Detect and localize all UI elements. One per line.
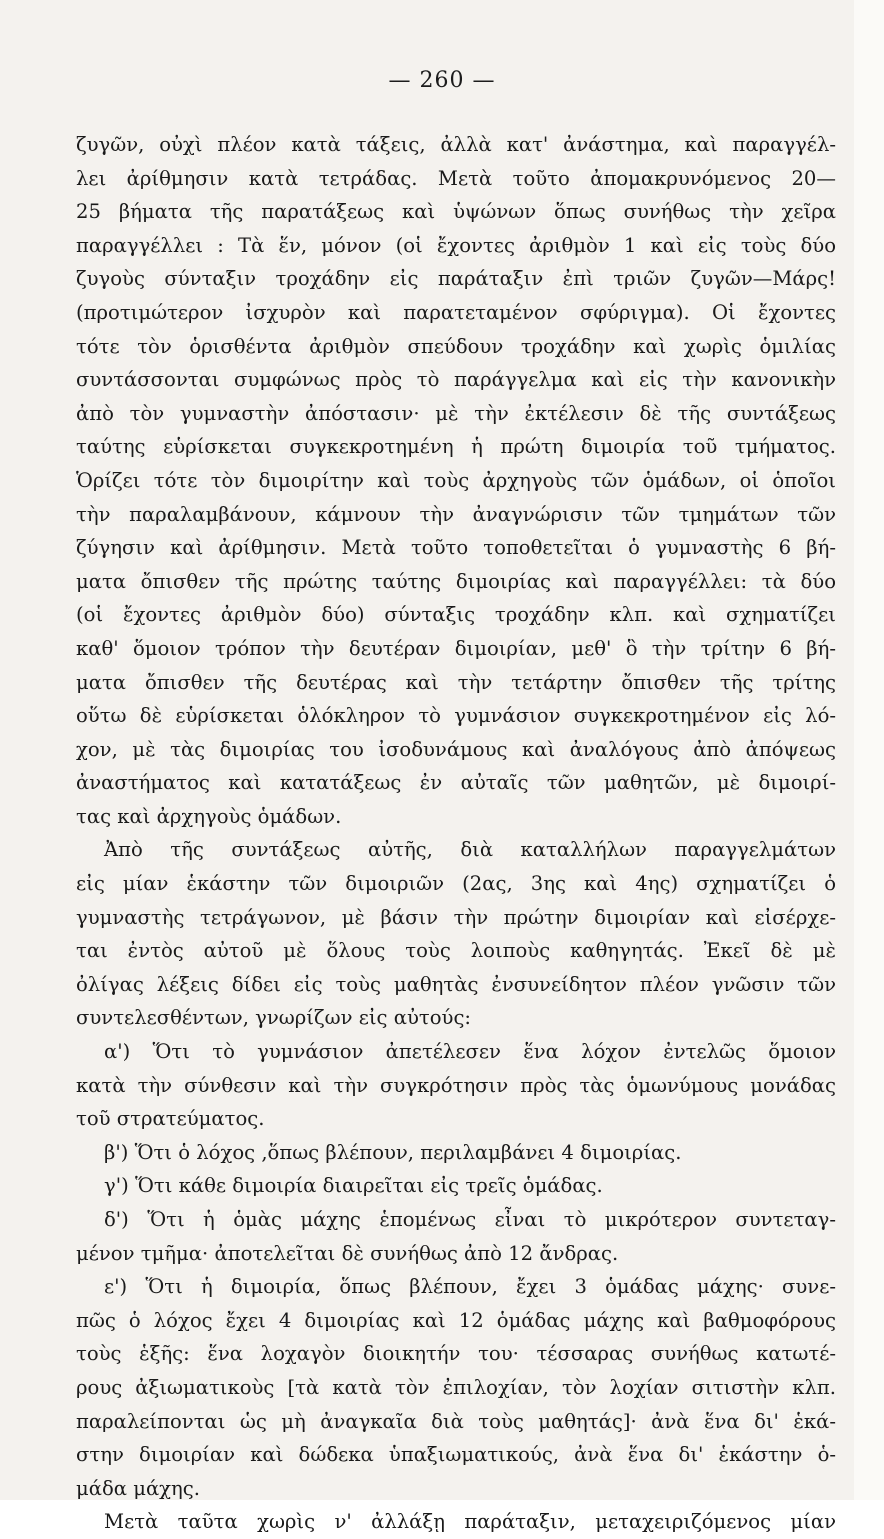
text-line: ἀπὸ τὸν γυμναστὴν ἀπόστασιν· μὲ τὴν ἐκτέλεσιν δὲ τῆς συντάξεως bbox=[76, 401, 836, 425]
text-line: ζύγησιν καὶ ἀρίθμησιν. Μετὰ τοῦτο τοποθετεῖται ὁ γυμναστὴς 6 βή- bbox=[76, 536, 836, 560]
text-line: 25 βήματα τῆς παρατάξεως καὶ ὑψώνων ὅπως συνήθως τὴν χεῖρα bbox=[76, 200, 836, 224]
text-line: τοῦ στρατεύματος. bbox=[76, 1107, 265, 1131]
text-line: παραλείπονται ὡς μὴ ἀναγκαῖα διὰ τοὺς μαθητάς]· ἀνὰ ἕνα δι' ἑκά- bbox=[76, 1409, 836, 1433]
text-line: τοὺς ἑξῆς: ἕνα λοχαγὸν διοικητήν του· τέσσαρας συνήθως κατωτέ- bbox=[76, 1342, 836, 1366]
text-line: ται ἐντὸς αὐτοῦ μὲ ὅλους τοὺς λοιποὺς καθηγητάς. Ἐκεῖ δὲ μὲ bbox=[76, 939, 836, 963]
text-line: καθ' ὅμοιον τρόπον τὴν δευτέραν διμοιρίαν, μεθ' ὃ τὴν τρίτην 6 βή- bbox=[76, 636, 836, 660]
text-line: τας καὶ ἀρχηγοὺς ὁμάδων. bbox=[76, 804, 342, 828]
text-line: ταύτης εὑρίσκεται συγκεκροτημένη ἡ πρώτη διμοιρία τοῦ τμήματος. bbox=[76, 435, 836, 459]
text-line: ματα ὄπισθεν τῆς δευτέρας καὶ τὴν τετάρτην ὄπισθεν τῆς τρίτης bbox=[76, 670, 836, 694]
text-line: ὀλίγας λέξεις δίδει εἰς τοὺς μαθητὰς ἐνσυνείδητον πλέον γνῶσιν τῶν bbox=[76, 972, 836, 996]
text-line: λει ἀρίθμησιν κατὰ τετράδας. Μετὰ τοῦτο ἀπομακρυνόμενος 20— bbox=[76, 166, 836, 190]
text-line: συντελεσθέντων, γνωρίζων εἰς αὐτούς: bbox=[76, 1006, 472, 1030]
text-line: Μετὰ ταῦτα χωρὶς ν' ἀλλάξῃ παράταξιν, μεταχειριζόμενος μίαν bbox=[104, 1510, 836, 1534]
text-line: ματα ὄπισθεν τῆς πρώτης ταύτης διμοιρίας καὶ παραγγέλλει: τὰ δύο bbox=[76, 569, 836, 593]
text-line: ε') Ὅτι ἡ διμοιρία, ὅπως βλέπουν, ἔχει 3 ὁμάδας μάχης· συνε- bbox=[104, 1275, 836, 1299]
text-line: Ἀπὸ τῆς συντάξεως αὐτῆς, διὰ καταλλήλων παραγγελμάτων bbox=[104, 838, 836, 862]
text-line: ζυγῶν, οὐχὶ πλέον κατὰ τάξεις, ἀλλὰ κατ' ἀνάστημα, καὶ παραγγέλ- bbox=[76, 133, 836, 156]
text-line: εἰς μίαν ἑκάστην τῶν διμοιριῶν (2ας, 3ης καὶ 4ης) σχηματίζει ὁ bbox=[76, 872, 836, 896]
text-line: κατὰ τὴν σύνθεσιν καὶ τὴν συγκρότησιν πρὸς τὰς ὁμωνύμους μονάδας bbox=[76, 1073, 836, 1097]
text-line: (προτιμώτερον ἰσχυρὸν καὶ παρατεταμένον σφύριγμα). Οἱ ἔχοντες bbox=[76, 300, 836, 324]
text-line: χον, μὲ τὰς διμοιρίας του ἰσοδυνάμους καὶ ἀναλόγους ἀπὸ ἀπόψεως bbox=[76, 737, 836, 761]
text-line: στην διμοιρίαν καὶ δώδεκα ὑπαξιωματικούς, ἀνὰ ἕνα δι' ἑκάστην ὁ- bbox=[76, 1443, 836, 1467]
text-line: δ') Ὅτι ἡ ὁμὰς μάχης ἑπομένως εἶναι τὸ μικρότερον συντεταγ- bbox=[104, 1208, 836, 1231]
page-number: — 260 — bbox=[388, 68, 496, 93]
text-line: παραγγέλλει : Τὰ ἕν, μόνον (οἱ ἔχοντες ἀριθμὸν 1 καὶ εἰς τοὺς δύο bbox=[76, 233, 836, 257]
text-line: γυμναστὴς τετράγωνον, μὲ βάσιν τὴν πρώτην διμοιρίαν καὶ εἰσέρχε- bbox=[76, 905, 836, 929]
body-text bbox=[76, 128, 836, 1539]
text-line: ζυγοὺς σύνταξιν τροχάδην εἰς παράταξιν ἐπὶ τριῶν ζυγῶν—Μάρς! bbox=[76, 267, 836, 291]
page-edge bbox=[854, 0, 884, 1500]
text-line: πῶς ὁ λόχος ἔχει 4 διμοιρίας καὶ 12 ὁμάδας μάχης καὶ βαθμοφόρους bbox=[76, 1308, 836, 1332]
text-line: γ') Ὅτι κάθε διμοιρία διαιρεῖται εἰς τρεῖς ὁμάδας. bbox=[104, 1174, 603, 1198]
text-line: ἀναστήματος καὶ κατατάξεως ἐν αὐταῖς τῶν μαθητῶν, μὲ διμοιρί- bbox=[76, 771, 836, 795]
text-line: Ὁρίζει τότε τὸν διμοιρίτην καὶ τοὺς ἀρχηγοὺς τῶν ὁμάδων, οἱ ὁποῖοι bbox=[76, 468, 836, 492]
text-line: β') Ὅτι ὁ λόχος ,ὅπως βλέπουν, περιλαμβάνει 4 διμοιρίας. bbox=[104, 1140, 682, 1164]
text-line: τότε τὸν ὁρισθέντα ἀριθμὸν σπεύδουν τροχάδην καὶ χωρὶς ὁμιλίας bbox=[76, 334, 836, 358]
text-line: α') Ὅτι τὸ γυμνάσιον ἀπετέλεσεν ἕνα λόχον ἐντελῶς ὅμοιον bbox=[104, 1040, 836, 1064]
text-line: οὕτω δὲ εὑρίσκεται ὁλόκληρον τὸ γυμνάσιον συγκεκροτημένον εἰς λό- bbox=[76, 704, 836, 728]
text-line: ρους ἀξιωματικοὺς [τὰ κατὰ τὸν ἐπιλοχίαν, τὸν λοχίαν σιτιστὴν κλπ. bbox=[76, 1375, 836, 1399]
text-line: τὴν παραλαμβάνουν, κάμνουν τὴν ἀναγνώρισιν τῶν τμημάτων τῶν bbox=[76, 502, 836, 526]
text-line: μάδα μάχης. bbox=[76, 1476, 201, 1500]
text-line: συντάσσονται συμφώνως πρὸς τὸ παράγγελμα καὶ εἰς τὴν κανονικὴν bbox=[76, 368, 836, 392]
text-line: μένον τμῆμα· ἀποτελεῖται δὲ συνήθως ἀπὸ 12 ἄνδρας. bbox=[76, 1241, 619, 1265]
text-line: (οἱ ἔχοντες ἀριθμὸν δύο) σύνταξις τροχάδην κλπ. καὶ σχηματίζει bbox=[76, 603, 836, 627]
